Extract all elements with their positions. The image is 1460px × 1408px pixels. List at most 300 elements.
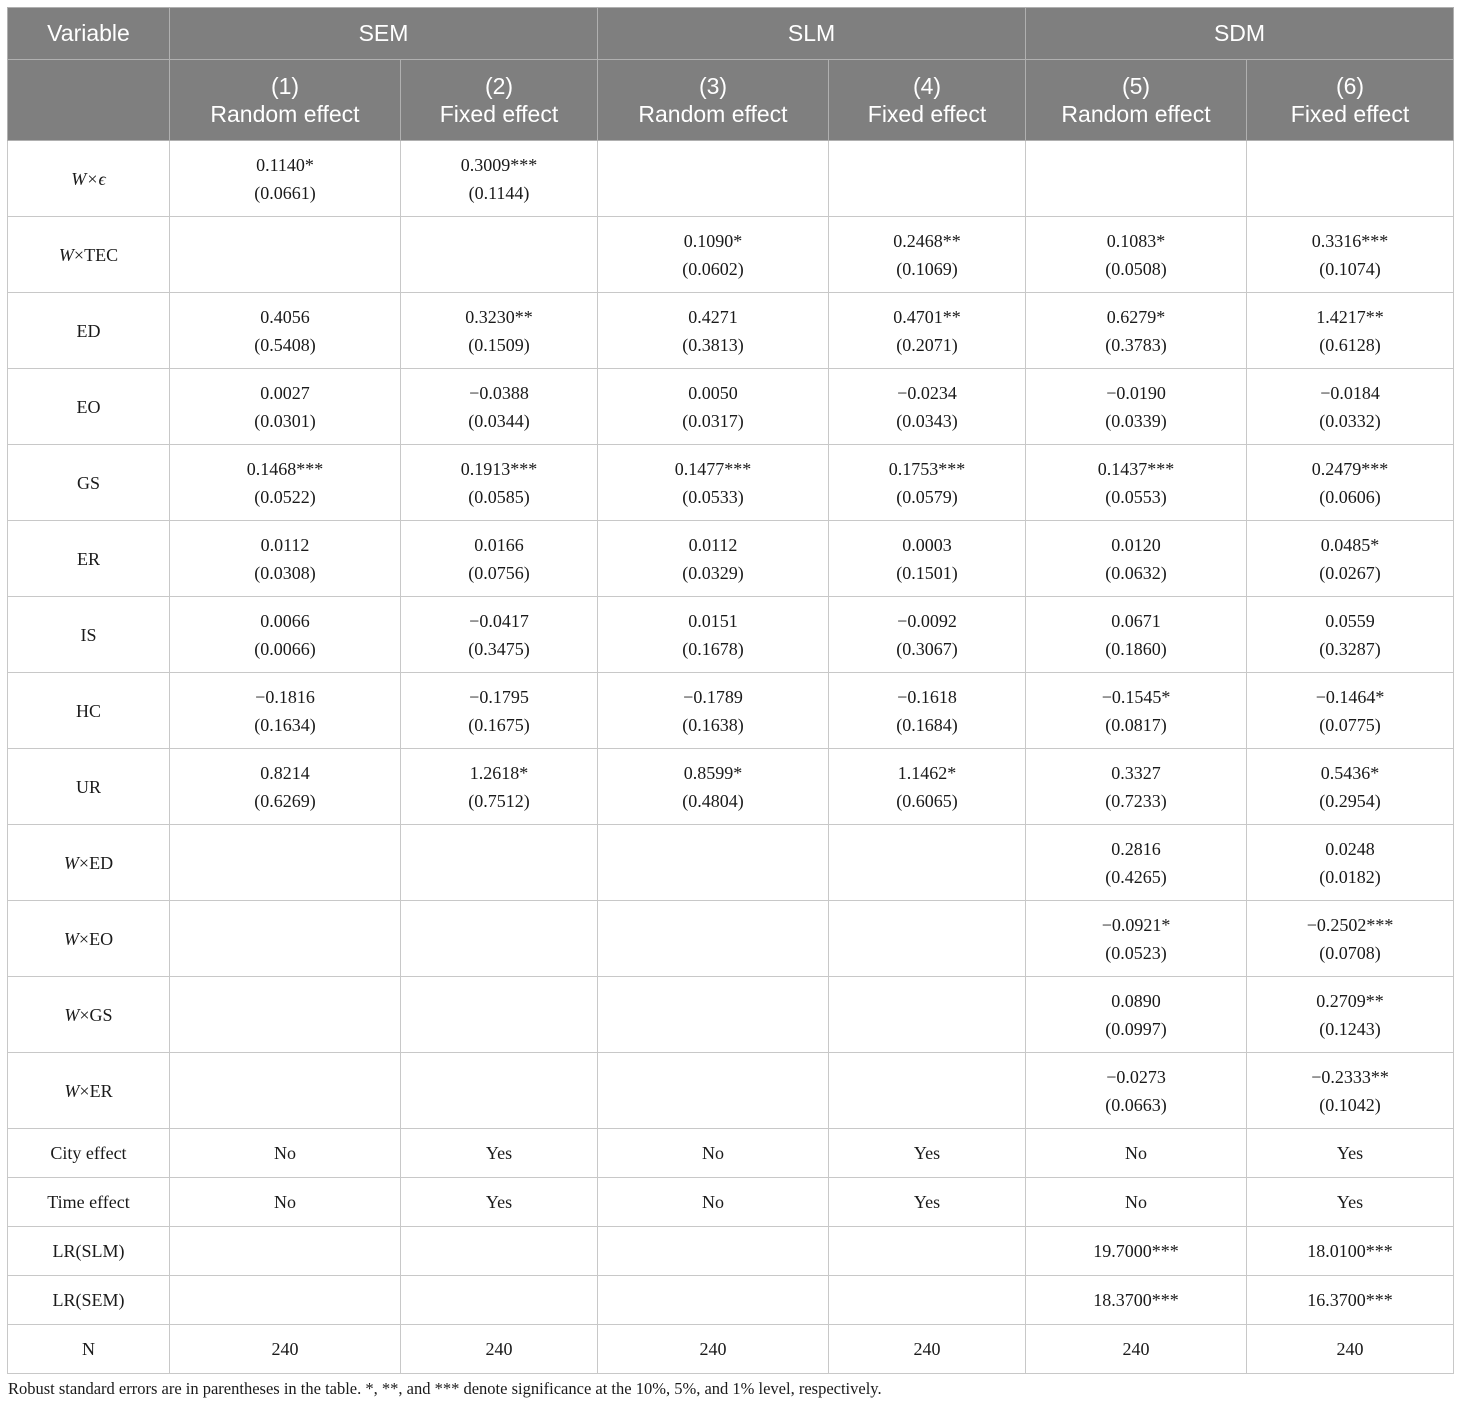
row-label <box>8 597 170 673</box>
table-row <box>8 1325 1454 1374</box>
coefficient-value: 0.1477*** <box>674 458 752 479</box>
table-cell <box>1247 217 1454 293</box>
row-label <box>8 1053 170 1129</box>
coefficient-value: −0.0234 <box>897 382 957 403</box>
table-cell <box>598 293 829 369</box>
table-cell <box>598 1276 829 1325</box>
coefficient-value: 0.3316*** <box>1311 230 1389 251</box>
standard-error-value: (0.0339) <box>1105 410 1167 431</box>
standard-error-value: (0.7512) <box>468 790 530 811</box>
column-number: (4) <box>912 73 942 99</box>
coefficient-value: Yes <box>485 1143 513 1163</box>
table-row <box>8 521 1454 597</box>
coefficient-value: 240 <box>485 1339 513 1359</box>
row-label-text: Time effect <box>47 1192 130 1212</box>
coefficient-value: −0.1618 <box>897 686 957 707</box>
table-cell <box>401 369 598 445</box>
weight-matrix-symbol: W <box>71 168 87 189</box>
coefficient-value: 0.0248 <box>1325 838 1375 859</box>
standard-error-value: (0.2954) <box>1319 790 1381 811</box>
column-header <box>598 60 829 141</box>
row-label <box>8 293 170 369</box>
coefficient-value: Yes <box>1336 1192 1364 1212</box>
standard-error-value: (0.1675) <box>468 714 530 735</box>
column-header <box>401 60 598 141</box>
table-cell <box>1247 1227 1454 1276</box>
standard-error-value: (0.1069) <box>896 258 958 279</box>
standard-error-value: (0.7233) <box>1105 790 1167 811</box>
coefficient-value: 0.0066 <box>260 610 310 631</box>
table-row <box>8 445 1454 521</box>
standard-error-value: (0.6269) <box>254 790 316 811</box>
row-label-text: City effect <box>50 1143 127 1163</box>
column-label: Random effect <box>1061 101 1211 127</box>
coefficient-value: 0.1140* <box>256 154 314 175</box>
coefficient-value: 0.0559 <box>1325 610 1375 631</box>
standard-error-value: (0.5408) <box>254 334 316 355</box>
row-label-text: ×GS <box>79 1004 113 1025</box>
standard-error-value: (0.1042) <box>1319 1094 1381 1115</box>
column-number: (3) <box>698 73 728 99</box>
row-label <box>8 1276 170 1325</box>
table-cell <box>829 1178 1026 1227</box>
table-cell <box>170 1178 401 1227</box>
standard-error-value: (0.0817) <box>1105 714 1167 735</box>
coefficient-value: Yes <box>1336 1143 1364 1163</box>
row-label-text: LR(SLM) <box>52 1241 125 1261</box>
coefficient-value: 0.0003 <box>902 534 952 555</box>
table-row <box>8 673 1454 749</box>
weight-matrix-symbol: W <box>63 928 79 949</box>
row-label-text: ×TEC <box>73 244 119 265</box>
table-row <box>8 369 1454 445</box>
coefficient-value: −0.1464* <box>1315 686 1385 707</box>
coefficient-value: No <box>702 1192 724 1212</box>
standard-error-value: (0.1144) <box>468 182 530 203</box>
column-number: (1) <box>270 73 300 99</box>
table-cell <box>598 1053 829 1129</box>
table-cell <box>1026 521 1247 597</box>
table-cell <box>401 673 598 749</box>
coefficient-value: 1.2618* <box>469 762 529 783</box>
standard-error-value: (0.1684) <box>896 714 958 735</box>
coefficient-value: 0.0166 <box>474 534 524 555</box>
table-cell <box>1026 1053 1247 1129</box>
column-header <box>829 60 1026 141</box>
column-label: Fixed effect <box>867 101 987 127</box>
table-cell <box>1247 825 1454 901</box>
table-cell <box>1026 217 1247 293</box>
table-row <box>8 901 1454 977</box>
coefficient-value: No <box>702 1143 724 1163</box>
row-label-text: UR <box>75 776 101 797</box>
coefficient-value: −0.0388 <box>469 382 529 403</box>
coefficient-value: 0.4701** <box>893 306 961 327</box>
row-label-text: LR(SEM) <box>52 1290 125 1310</box>
table-cell <box>1026 1178 1247 1227</box>
column-number: (2) <box>484 73 514 99</box>
table-cell <box>1247 1178 1454 1227</box>
coefficient-value: −0.1816 <box>255 686 315 707</box>
standard-error-value: (0.1638) <box>682 714 744 735</box>
table-cell <box>598 825 829 901</box>
coefficient-value: No <box>274 1192 296 1212</box>
coefficient-value: 0.0671 <box>1111 610 1161 631</box>
coefficient-value: 0.1090* <box>683 230 743 251</box>
standard-error-value: (0.3475) <box>468 638 530 659</box>
standard-error-value: (0.3287) <box>1319 638 1381 659</box>
coefficient-value: 0.0112 <box>688 534 738 555</box>
table-cell <box>598 445 829 521</box>
table-cell <box>1247 977 1454 1053</box>
table-cell <box>1026 293 1247 369</box>
standard-error-value: (0.0606) <box>1319 486 1381 507</box>
coefficient-value: 0.0027 <box>260 382 310 403</box>
coefficient-value: 0.0112 <box>260 534 310 555</box>
table-row <box>8 749 1454 825</box>
coefficient-value: 1.1462* <box>897 762 957 783</box>
coefficient-value: 0.4056 <box>260 306 310 327</box>
table-cell <box>1247 749 1454 825</box>
coefficient-value: −0.0190 <box>1106 382 1166 403</box>
row-label <box>8 673 170 749</box>
coefficient-value: 0.0890 <box>1111 990 1161 1011</box>
table-cell <box>170 901 401 977</box>
table-cell <box>598 1129 829 1178</box>
header-column-row <box>8 60 1454 141</box>
table-cell <box>598 673 829 749</box>
column-label: Random effect <box>210 101 360 127</box>
standard-error-value: (0.3783) <box>1105 334 1167 355</box>
table-cell <box>598 1178 829 1227</box>
coefficient-value: No <box>274 1143 296 1163</box>
coefficient-value: 0.2709** <box>1316 990 1384 1011</box>
standard-error-value: (0.1243) <box>1319 1018 1381 1039</box>
column-header <box>170 60 401 141</box>
table-row <box>8 293 1454 369</box>
table-cell <box>401 521 598 597</box>
table-cell <box>401 977 598 1053</box>
table-cell <box>1247 1129 1454 1178</box>
table-cell <box>1247 369 1454 445</box>
coefficient-value: 0.0120 <box>1111 534 1161 555</box>
table-row <box>8 1053 1454 1129</box>
table-cell <box>170 1053 401 1129</box>
row-label <box>8 369 170 445</box>
coefficient-value: 0.1083* <box>1106 230 1166 251</box>
table-row <box>8 1276 1454 1325</box>
coefficient-value: −0.0092 <box>897 610 957 631</box>
table-cell <box>170 521 401 597</box>
table-cell <box>829 141 1026 217</box>
table-cell <box>1247 293 1454 369</box>
standard-error-value: (0.0301) <box>254 410 316 431</box>
table-cell <box>598 901 829 977</box>
row-label <box>8 825 170 901</box>
table-cell <box>401 1053 598 1129</box>
standard-error-value: (0.0308) <box>254 562 316 583</box>
row-label <box>8 445 170 521</box>
coefficient-value: 0.5436* <box>1320 762 1380 783</box>
row-label <box>8 1227 170 1276</box>
table-cell <box>829 597 1026 673</box>
row-label <box>8 901 170 977</box>
coefficient-value: −0.0273 <box>1106 1066 1166 1087</box>
standard-error-value: (0.0708) <box>1319 942 1381 963</box>
coefficient-value: 0.0485* <box>1320 534 1380 555</box>
weight-matrix-symbol: W <box>58 244 74 265</box>
table-header <box>8 8 1454 141</box>
table-cell <box>1026 141 1247 217</box>
standard-error-value: (0.0332) <box>1319 410 1381 431</box>
table-cell <box>170 369 401 445</box>
coefficient-value: 240 <box>1122 1339 1150 1359</box>
table-cell <box>1026 673 1247 749</box>
table-cell <box>170 977 401 1053</box>
table-cell <box>170 749 401 825</box>
table-cell <box>829 749 1026 825</box>
table-cell <box>1247 901 1454 977</box>
table-row <box>8 597 1454 673</box>
table-cell <box>1026 1227 1247 1276</box>
row-label <box>8 977 170 1053</box>
table-cell <box>170 1325 401 1374</box>
standard-error-value: (0.0585) <box>468 486 530 507</box>
coefficient-value: 0.2479*** <box>1311 458 1389 479</box>
table-row <box>8 1178 1454 1227</box>
standard-error-value: (0.2071) <box>896 334 958 355</box>
table-cell <box>1026 1325 1247 1374</box>
column-number: (5) <box>1121 73 1151 99</box>
coefficient-value: 19.7000*** <box>1093 1241 1179 1261</box>
table-row <box>8 977 1454 1053</box>
standard-error-value: (0.0602) <box>682 258 744 279</box>
table-cell <box>829 293 1026 369</box>
coefficient-value: Yes <box>913 1192 941 1212</box>
coefficient-value: 0.3327 <box>1111 762 1161 783</box>
coefficient-value: −0.2333** <box>1311 1066 1389 1087</box>
table-cell <box>1026 977 1247 1053</box>
table-row <box>8 1227 1454 1276</box>
row-label <box>8 141 170 217</box>
standard-error-value: (0.0329) <box>682 562 744 583</box>
standard-error-value: (0.0553) <box>1105 486 1167 507</box>
standard-error-value: (0.1634) <box>254 714 316 735</box>
table-cell <box>598 1227 829 1276</box>
coefficient-value: 1.4217** <box>1316 306 1384 327</box>
table-cell <box>1026 1129 1247 1178</box>
table-cell <box>829 825 1026 901</box>
group-header-sdm: SDM <box>1026 8 1454 60</box>
table-cell <box>1026 445 1247 521</box>
table-cell <box>1026 825 1247 901</box>
coefficient-value: 0.2816 <box>1111 838 1161 859</box>
table-cell <box>1026 901 1247 977</box>
standard-error-value: (0.6065) <box>896 790 958 811</box>
standard-error-value: (0.0343) <box>896 410 958 431</box>
table-cell <box>401 1276 598 1325</box>
table-cell <box>829 1325 1026 1374</box>
standard-error-value: (0.0663) <box>1105 1094 1167 1115</box>
row-label-text: N <box>82 1339 95 1359</box>
table-cell <box>401 749 598 825</box>
table-cell <box>170 1276 401 1325</box>
column-label: Fixed effect <box>439 101 559 127</box>
header-group-row <box>8 8 1454 60</box>
coefficient-value: 0.8214 <box>260 762 310 783</box>
weight-matrix-symbol: W <box>64 1080 80 1101</box>
table-cell <box>1247 597 1454 673</box>
column-label: Fixed effect <box>1290 101 1410 127</box>
coefficient-value: 0.1753*** <box>888 458 966 479</box>
standard-error-value: (0.0182) <box>1319 866 1381 887</box>
table-cell <box>170 445 401 521</box>
standard-error-value: (0.6128) <box>1319 334 1381 355</box>
row-label-text: ×ER <box>79 1080 113 1101</box>
standard-error-value: (0.1074) <box>1319 258 1381 279</box>
coefficient-value: 18.0100*** <box>1307 1241 1393 1261</box>
standard-error-value: (0.0661) <box>254 182 316 203</box>
table-cell <box>170 1129 401 1178</box>
row-label-text: ER <box>76 548 100 569</box>
table-cell <box>401 597 598 673</box>
coefficient-value: No <box>1125 1192 1148 1212</box>
table-cell <box>1247 673 1454 749</box>
table-cell <box>401 217 598 293</box>
coefficient-value: Yes <box>485 1192 513 1212</box>
table-cell <box>829 1276 1026 1325</box>
coefficient-value: 240 <box>913 1339 941 1359</box>
row-label <box>8 1129 170 1178</box>
table-row <box>8 141 1454 217</box>
table-cell <box>598 141 829 217</box>
coefficient-value: 0.4271 <box>688 306 738 327</box>
standard-error-value: (0.0523) <box>1105 942 1167 963</box>
standard-error-value: (0.0317) <box>682 410 744 431</box>
standard-error-value: (0.1860) <box>1105 638 1167 659</box>
table-cell <box>1247 1053 1454 1129</box>
coefficient-value: 0.1437*** <box>1097 458 1175 479</box>
table-cell <box>1247 1325 1454 1374</box>
coefficient-value: 0.1468*** <box>246 458 324 479</box>
table-cell <box>401 1129 598 1178</box>
coefficient-value: 0.2468** <box>893 230 961 251</box>
table-cell <box>598 977 829 1053</box>
table-cell <box>598 521 829 597</box>
standard-error-value: (0.1501) <box>896 562 958 583</box>
table-cell <box>598 1325 829 1374</box>
standard-error-value: (0.0533) <box>682 486 744 507</box>
row-label <box>8 521 170 597</box>
variable-header: Variable <box>8 8 170 60</box>
standard-error-value: (0.0508) <box>1105 258 1167 279</box>
coefficient-value: −0.0184 <box>1320 382 1380 403</box>
row-label-text: ED <box>76 320 101 341</box>
table-cell <box>829 977 1026 1053</box>
table-cell <box>170 293 401 369</box>
table-body <box>8 141 1454 1374</box>
coefficient-value: −0.1789 <box>683 686 743 707</box>
row-label-text: GS <box>76 472 100 493</box>
table-cell <box>401 1178 598 1227</box>
table-cell <box>1247 141 1454 217</box>
table-cell <box>829 1053 1026 1129</box>
table-cell <box>1026 369 1247 445</box>
table-cell <box>829 1227 1026 1276</box>
standard-error-value: (0.0632) <box>1105 562 1167 583</box>
row-label-text: HC <box>75 700 101 721</box>
coefficient-value: 0.3230** <box>465 306 533 327</box>
table-cell <box>829 217 1026 293</box>
coefficient-value: 0.6279* <box>1106 306 1166 327</box>
coefficient-value: 16.3700*** <box>1307 1290 1393 1310</box>
table-cell <box>1247 521 1454 597</box>
group-header-sem: SEM <box>170 8 598 60</box>
table-cell <box>598 597 829 673</box>
row-label <box>8 1178 170 1227</box>
table-cell <box>1026 749 1247 825</box>
table-cell <box>170 825 401 901</box>
group-header-slm: SLM <box>598 8 1026 60</box>
standard-error-value: (0.0066) <box>254 638 316 659</box>
row-label-text: ×EO <box>78 928 114 949</box>
column-label: Random effect <box>638 101 788 127</box>
standard-error-value: (0.0267) <box>1319 562 1381 583</box>
table-footnote: Robust standard errors are in parentheses in the table. *, **, and *** denote significance at the 10%, 5%, and 1% level, respectively. <box>8 1379 882 1398</box>
weight-matrix-symbol: W <box>64 1004 80 1025</box>
standard-error-value: (0.3813) <box>682 334 744 355</box>
coefficient-value: 240 <box>699 1339 727 1359</box>
coefficient-value: Yes <box>913 1143 941 1163</box>
table-cell <box>829 521 1026 597</box>
coefficient-value: −0.0417 <box>469 610 529 631</box>
table-cell <box>170 1227 401 1276</box>
standard-error-value: (0.0756) <box>468 562 530 583</box>
table-cell <box>829 673 1026 749</box>
coefficient-value: 0.0151 <box>688 610 738 631</box>
standard-error-value: (0.1509) <box>468 334 530 355</box>
table-cell <box>170 217 401 293</box>
table-cell <box>401 293 598 369</box>
coefficient-value: 0.8599* <box>683 762 743 783</box>
coefficient-value: −0.1545* <box>1101 686 1171 707</box>
table-cell <box>598 369 829 445</box>
row-label <box>8 749 170 825</box>
table-row <box>8 825 1454 901</box>
table-row <box>8 217 1454 293</box>
column-number: (6) <box>1335 73 1365 99</box>
row-label <box>8 217 170 293</box>
weight-matrix-symbol: W <box>63 852 79 873</box>
table-cell <box>170 597 401 673</box>
column-header <box>1026 60 1247 141</box>
row-label <box>8 1325 170 1374</box>
table-cell <box>401 1227 598 1276</box>
coefficient-value: −0.2502*** <box>1306 914 1394 935</box>
coefficient-value: 18.3700*** <box>1093 1290 1179 1310</box>
coefficient-value: No <box>1125 1143 1148 1163</box>
coefficient-value: 240 <box>271 1339 299 1359</box>
coefficient-value: −0.1795 <box>469 686 529 707</box>
standard-error-value: (0.3067) <box>896 638 958 659</box>
table-cell <box>401 445 598 521</box>
table-cell <box>829 369 1026 445</box>
coefficient-value: 0.3009*** <box>460 154 538 175</box>
table-cell <box>1026 597 1247 673</box>
table-cell <box>1247 445 1454 521</box>
regression-table <box>7 7 1454 1374</box>
row-label-text: EO <box>76 396 101 417</box>
